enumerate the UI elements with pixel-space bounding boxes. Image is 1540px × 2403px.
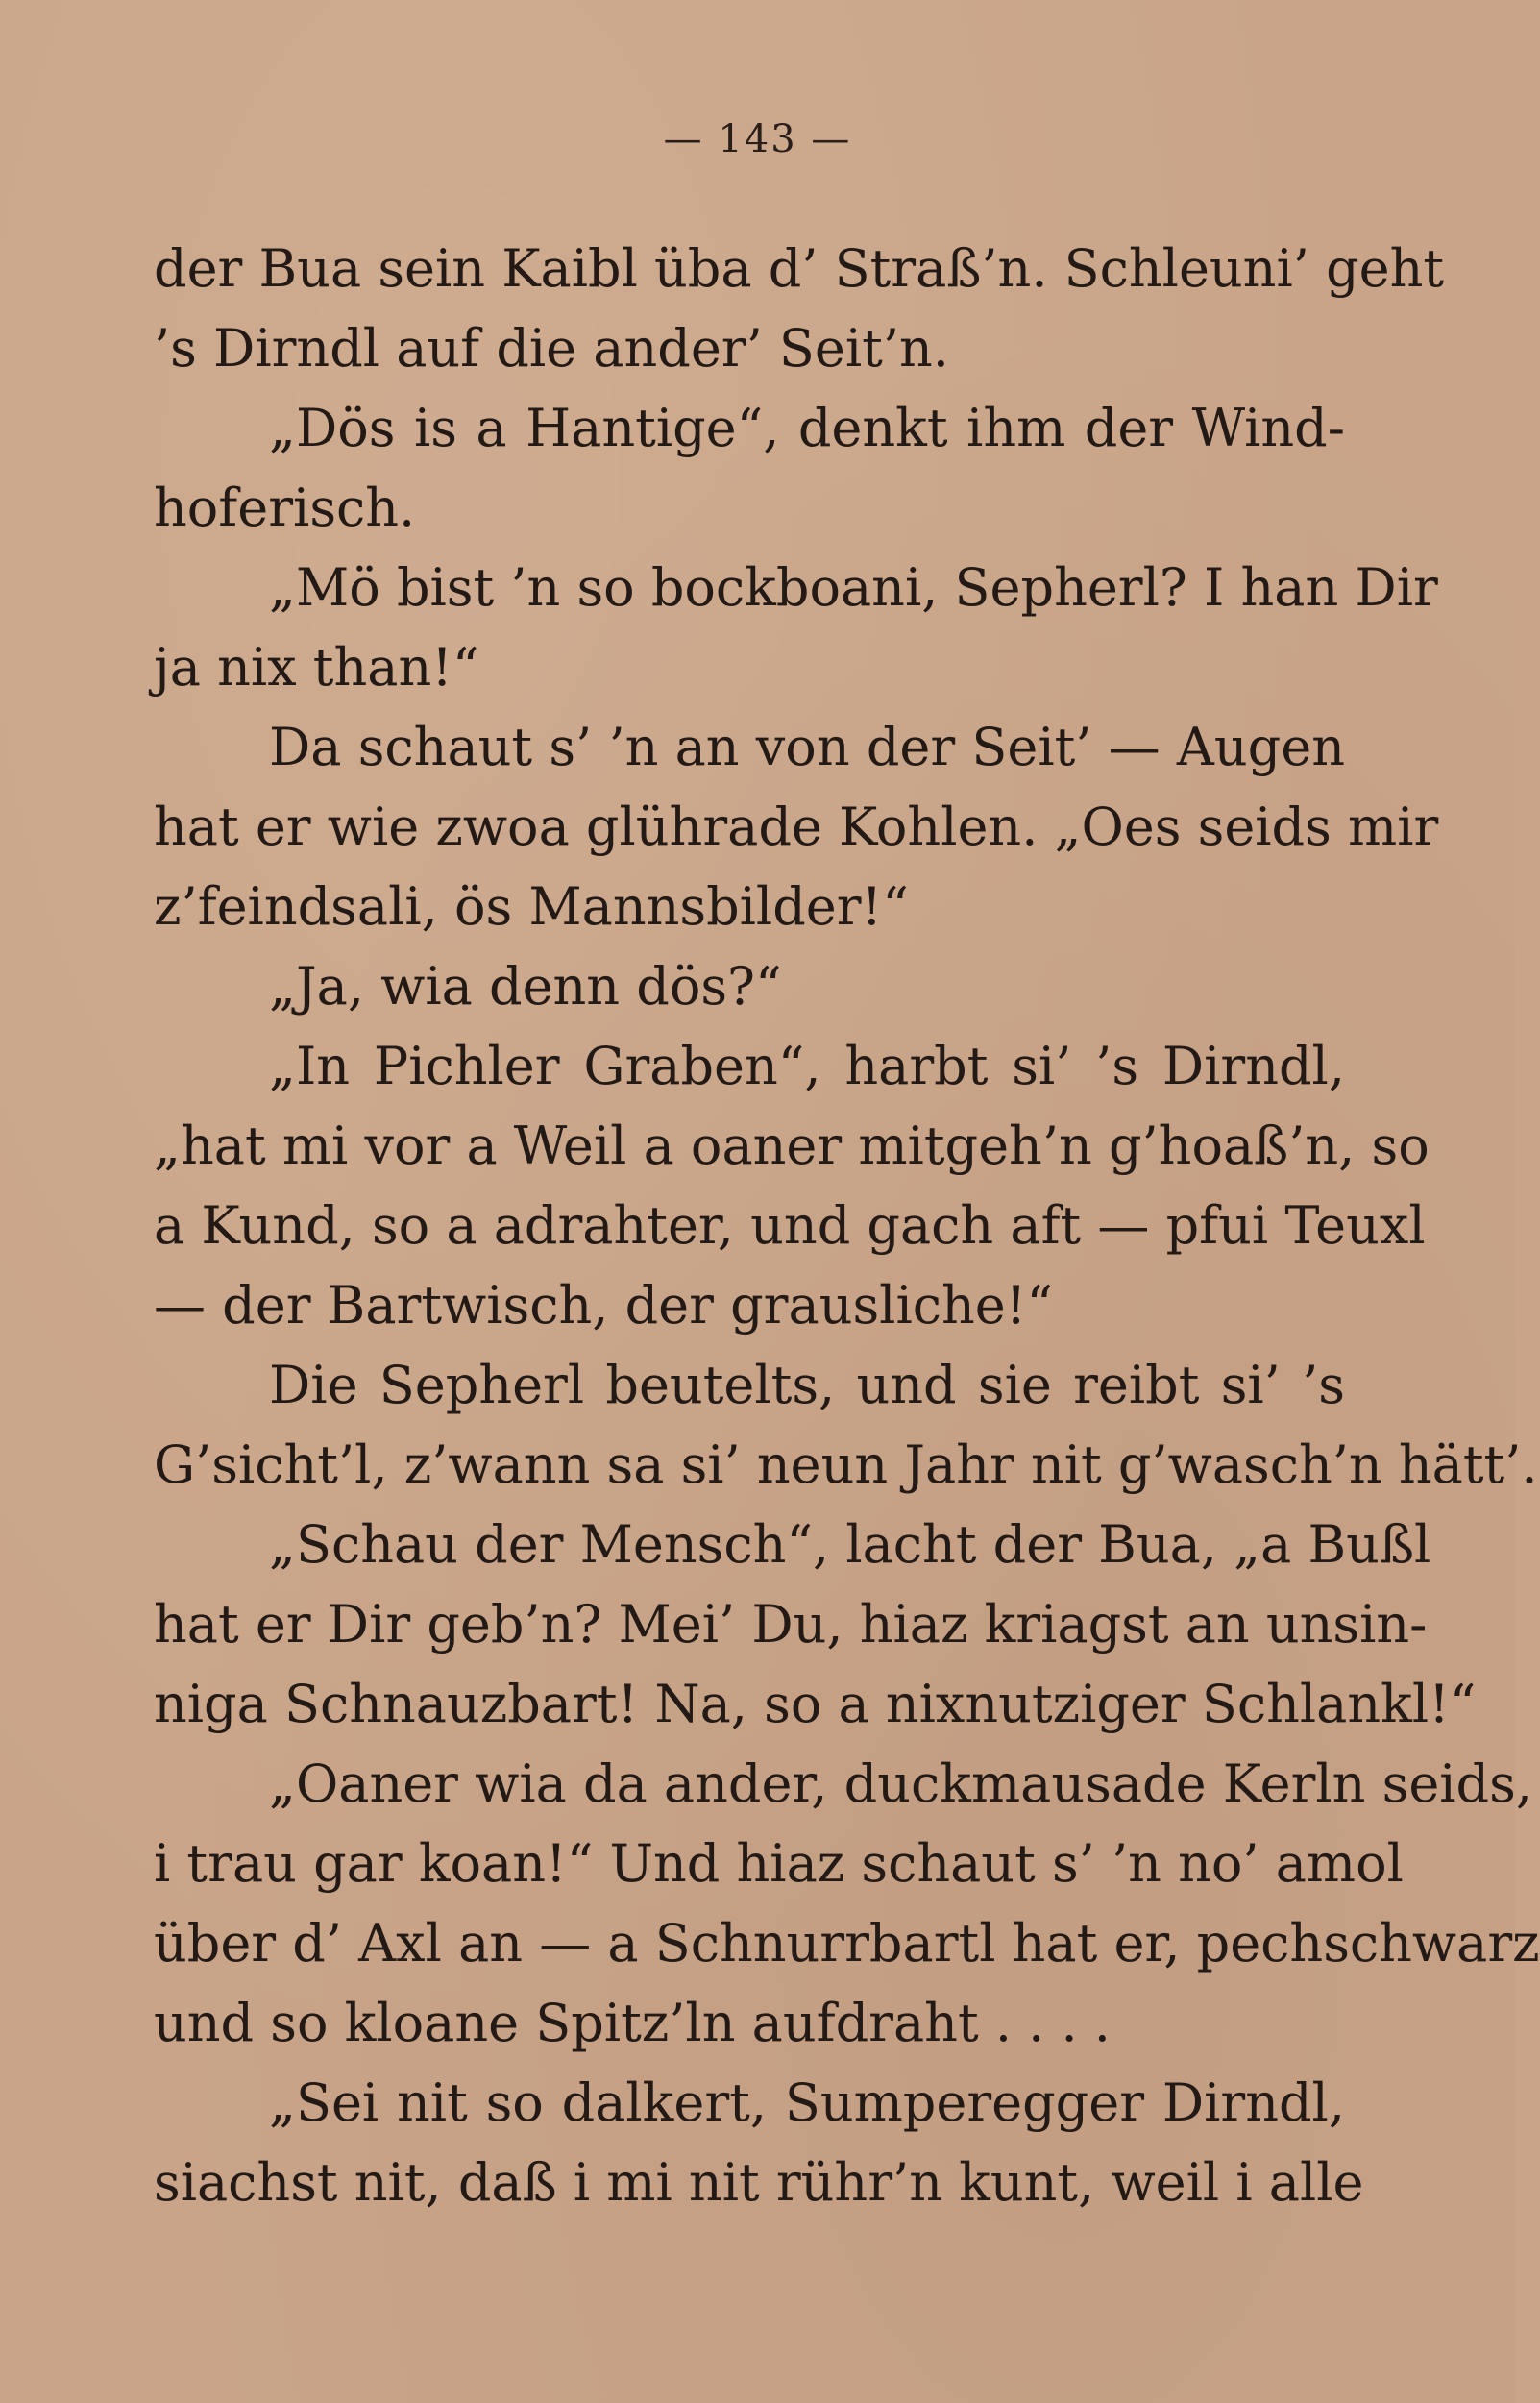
- text-line: ’s Dirndl auf die ander’ Seit’n.: [154, 318, 949, 379]
- text-line: z’feindsali, ös Mannsbilder!“: [154, 876, 909, 937]
- text-line: Die Sepherl beutelts, und sie reibt si’ ’s: [269, 1355, 1345, 1415]
- text-line: „In Pichler Graben“, harbt si’ ’s Dirndl,: [269, 1036, 1345, 1096]
- page-number: — 143 —: [663, 117, 852, 161]
- text-line: „Ja, wia denn dös?“: [269, 956, 782, 1017]
- text-line: „Schau der Mensch“, lacht der Bua, „a Bußl: [269, 1514, 1431, 1575]
- text-line: — der Bartwisch, der grausliche!“: [154, 1275, 1054, 1336]
- text-line: ja nix than!“: [154, 637, 479, 698]
- text-line: siachst nit, daß i mi nit rühr’n kunt, weil i alle: [154, 2152, 1364, 2213]
- text-line: niga Schnauzbart! Na, so a nixnutziger Schlankl!“: [154, 1674, 1477, 1734]
- text-line: „Sei nit so dalkert, Sumperegger Dirndl,: [269, 2072, 1345, 2133]
- text-line: hat er wie zwoa glührade Kohlen. „Oes seids mir: [154, 797, 1439, 857]
- text-line: hat er Dir geb’n? Mei’ Du, hiaz kriagst an unsin-: [154, 1594, 1428, 1655]
- text-line: „Dös is a Hantige“, denkt ihm der Wind-: [269, 398, 1345, 458]
- text-line: über d’ Axl an — a Schnurrbartl hat er, pechschwarz: [154, 1913, 1540, 1974]
- text-line: i trau gar koan!“ Und hiaz schaut s’ ’n no’ amol: [154, 1833, 1404, 1894]
- text-line: „hat mi vor a Weil a oaner mitgeh’n g’hoaß’n, so: [154, 1116, 1430, 1176]
- text-line: a Kund, so a adrahter, und gach aft — pfui Teuxl: [154, 1195, 1426, 1256]
- text-line: „Oaner wia da ander, duckmausade Kerln seids,: [269, 1753, 1532, 1814]
- text-line: und so kloane Spitz’ln aufdraht . . . .: [154, 1993, 1111, 2053]
- text-line: G’sicht’l, z’wann sa si’ neun Jahr nit g’wasch’n hätt’.: [154, 1434, 1538, 1495]
- text-line: „Mö bist ’n so bockboani, Sepherl? I han Dir: [269, 557, 1438, 618]
- text-block: [154, 229, 1540, 2222]
- text-line: hoferisch.: [154, 478, 416, 538]
- text-line: Da schaut s’ ’n an von der Seit’ — Augen: [269, 717, 1345, 777]
- text-line: der Bua sein Kaibl üba d’ Straß’n. Schleuni’ geht: [154, 238, 1445, 299]
